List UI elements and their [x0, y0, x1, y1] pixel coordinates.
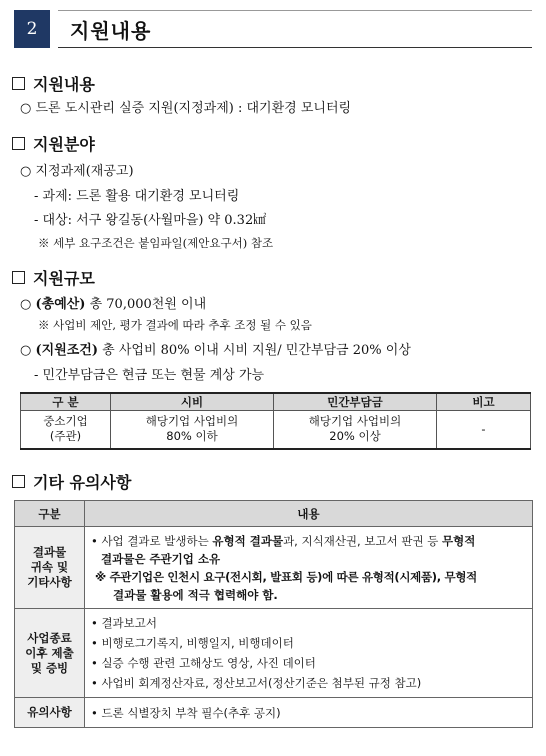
row-label: 유의사항	[15, 698, 85, 728]
table-header-row	[21, 393, 531, 411]
scale-line-2: ○ (지원조건) 총 사업비 80% 이내 시비 지원/ 민간부담금 20% 이상	[20, 343, 411, 358]
checkbox-square-icon	[12, 271, 25, 284]
header-rule	[58, 47, 532, 48]
table-header-row	[15, 501, 533, 527]
section-number: 2	[14, 10, 50, 48]
col-header: 구분	[15, 501, 85, 527]
list-item: • 결과보고서	[91, 613, 526, 633]
row-label: 사업종료 이후 제출 및 증빙	[15, 609, 85, 698]
list-item: • 드론 식별장치 부착 필수(추후 공지)	[91, 704, 526, 722]
col-header: 민간부담금	[274, 393, 437, 411]
note-line-continued: 결과물 활용에 적극 협력해야 함.	[113, 587, 278, 602]
cost-table	[20, 392, 531, 450]
table-cell: 해당기업 사업비의 80% 이하	[111, 411, 274, 449]
section-header	[14, 10, 532, 48]
col-header: 구 분	[21, 393, 111, 411]
support-line: ○ 드론 도시관리 실증 지원(지정과제) : 대기환경 모니터링	[20, 101, 352, 116]
row-content	[85, 609, 533, 698]
table-cell: -	[437, 411, 531, 449]
row-content	[85, 698, 533, 728]
table-row	[15, 698, 533, 728]
note-line: ※ 주관기업은 인천시 요구(전시회, 발표회 등)에 따른 유형적(시제품), 무형적	[91, 568, 526, 586]
table-row	[21, 411, 531, 449]
scale-line-3: - 민간부담금은 현금 또는 현물 계상 가능	[34, 368, 265, 383]
scale-note: ※ 사업비 제안, 평가 결과에 따라 추후 조정 될 수 있음	[38, 318, 312, 332]
field-line-3: - 대상: 서구 왕길동(사월마을) 약 0.32㎢	[34, 213, 267, 228]
checkbox-square-icon	[12, 137, 25, 150]
heading-field: 지원분야	[12, 132, 95, 155]
checkbox-square-icon	[12, 77, 25, 90]
col-header: 내용	[85, 501, 533, 527]
table-cell: 중소기업 (주관)	[21, 411, 111, 449]
heading-scale: 지원규모	[12, 266, 95, 289]
notes-table	[14, 500, 533, 728]
header-rule-top	[58, 10, 532, 11]
table-row	[15, 609, 533, 698]
list-item-continued: 결과물은 주관기업 소유	[101, 551, 221, 566]
heading-notes: 기타 유의사항	[12, 470, 131, 493]
list-item: • 비행로그기록지, 비행일지, 비행데이터	[91, 633, 526, 653]
list-item: • 실증 수행 관련 고해상도 영상, 사진 데이터	[91, 653, 526, 673]
col-header: 비고	[437, 393, 531, 411]
field-line-2: - 과제: 드론 활용 대기환경 모니터링	[34, 189, 240, 204]
list-item: • 사업 결과로 발생하는 유형적 결과물과, 지식재산권, 보고서 판권 등 무형적	[91, 532, 526, 550]
list-item: • 사업비 회계정산자료, 정산보고서(정산기준은 첨부된 규정 참고)	[91, 673, 526, 693]
section-title: 지원내용	[70, 19, 152, 43]
heading-support: 지원내용	[12, 72, 95, 95]
field-note: ※ 세부 요구조건은 붙임파일(제안요구서) 참조	[38, 236, 274, 250]
row-content	[85, 527, 533, 609]
scale-line-1: ○ (총예산) 총 70,000천원 이내	[20, 297, 207, 312]
field-line-1: ○ 지정과제(재공고)	[20, 164, 134, 179]
table-cell: 해당기업 사업비의 20% 이상	[274, 411, 437, 449]
col-header: 시비	[111, 393, 274, 411]
table-row	[15, 527, 533, 609]
checkbox-square-icon	[12, 475, 25, 488]
row-label: 결과물 귀속 및 기타사항	[15, 527, 85, 609]
